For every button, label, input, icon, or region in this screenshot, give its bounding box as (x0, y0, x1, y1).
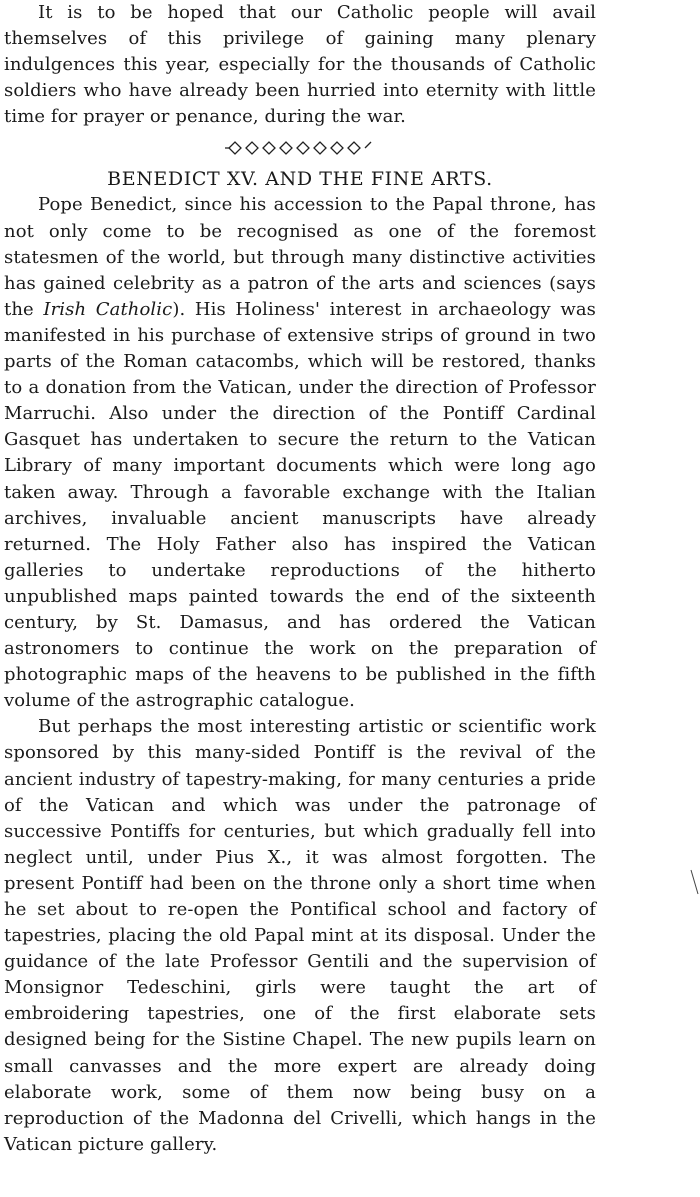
publication-name: Irish Catholic (43, 298, 173, 320)
paragraph-1-text-end: ). His Holiness' interest in archaeology was manifested in his purchase of extensive strips of ground in two parts of the Roman catacombs, which will be restored, thanks to a donation from the Vatican, under the direction of Professor Marruchi. Also under the direction of the Pontiff Cardinal Gasquet has undertaken to secure the return to the Vatican Library of many important documents which were long ago taken away. Through a favorable exchange with the Italian archives, invaluable ancient manuscripts have already returned. The Holy Father also has inspired the Vatican galleries to undertake reproductions of the hitherto unpublished maps painted towards the end of the sixteenth century, by St. Damasus, and has ordered the Vatican astronomers to continue the work on the preparation of photographic maps of the heavens to be published in the fifth volume of the astrographic catalogue. (4, 298, 596, 712)
section-divider (4, 130, 596, 166)
text-column (4, 0, 596, 1158)
intro-paragraph: It is to be hoped that our Catholic people will avail themselves of this privilege of gaining many plenary indulgences this year, especially for the thousands of Catholic soldiers who have already been hurried into eternity with little time for prayer or penance, during the war. (4, 2, 596, 128)
article-paragraph-2: But perhaps the most interesting artistic or scientific work sponsored by this many-sided Pontiff is the revival of the ancient industry of tapestry-making, for many centuries a pride of the Vatican and which was under the patronage of successive Pontiffs for centuries, but which gradually fell into neglect until, under Pius X., it was almost forgotten. The present Pontiff had been on the throne only a short time when he set about to re-open the Pontifical school and factory of tapestries, placing the old Papal mint at its disposal. Under the guidance of the late Professor Gentili and the supervision of Monsignor Tedeschini, girls were taught the art of embroidering tapestries, one of the first elaborate sets designed being for the Sistine Chapel. The new pupils learn on small canvasses and the more expert are already doing elaborate work, some of them now being busy on a reproduction of the Madonna del Crivelli, which hangs in the Vatican picture gallery. (4, 716, 596, 1155)
article-title: BENEDICT XV. AND THE FINE ARTS. (107, 168, 493, 191)
article-paragraph-1 (4, 192, 596, 714)
diamond-chain-ornament-icon (225, 140, 375, 156)
page-edge-mark-icon (690, 868, 700, 898)
paragraph-1-text-start: Pope Benedict, since his accession to the Papal throne, has not only come to be recognised as one of the foremost statesmen of the world, but through many distinctive activities has gained celebrity as a patron of the arts and sciences (says the (4, 194, 596, 320)
